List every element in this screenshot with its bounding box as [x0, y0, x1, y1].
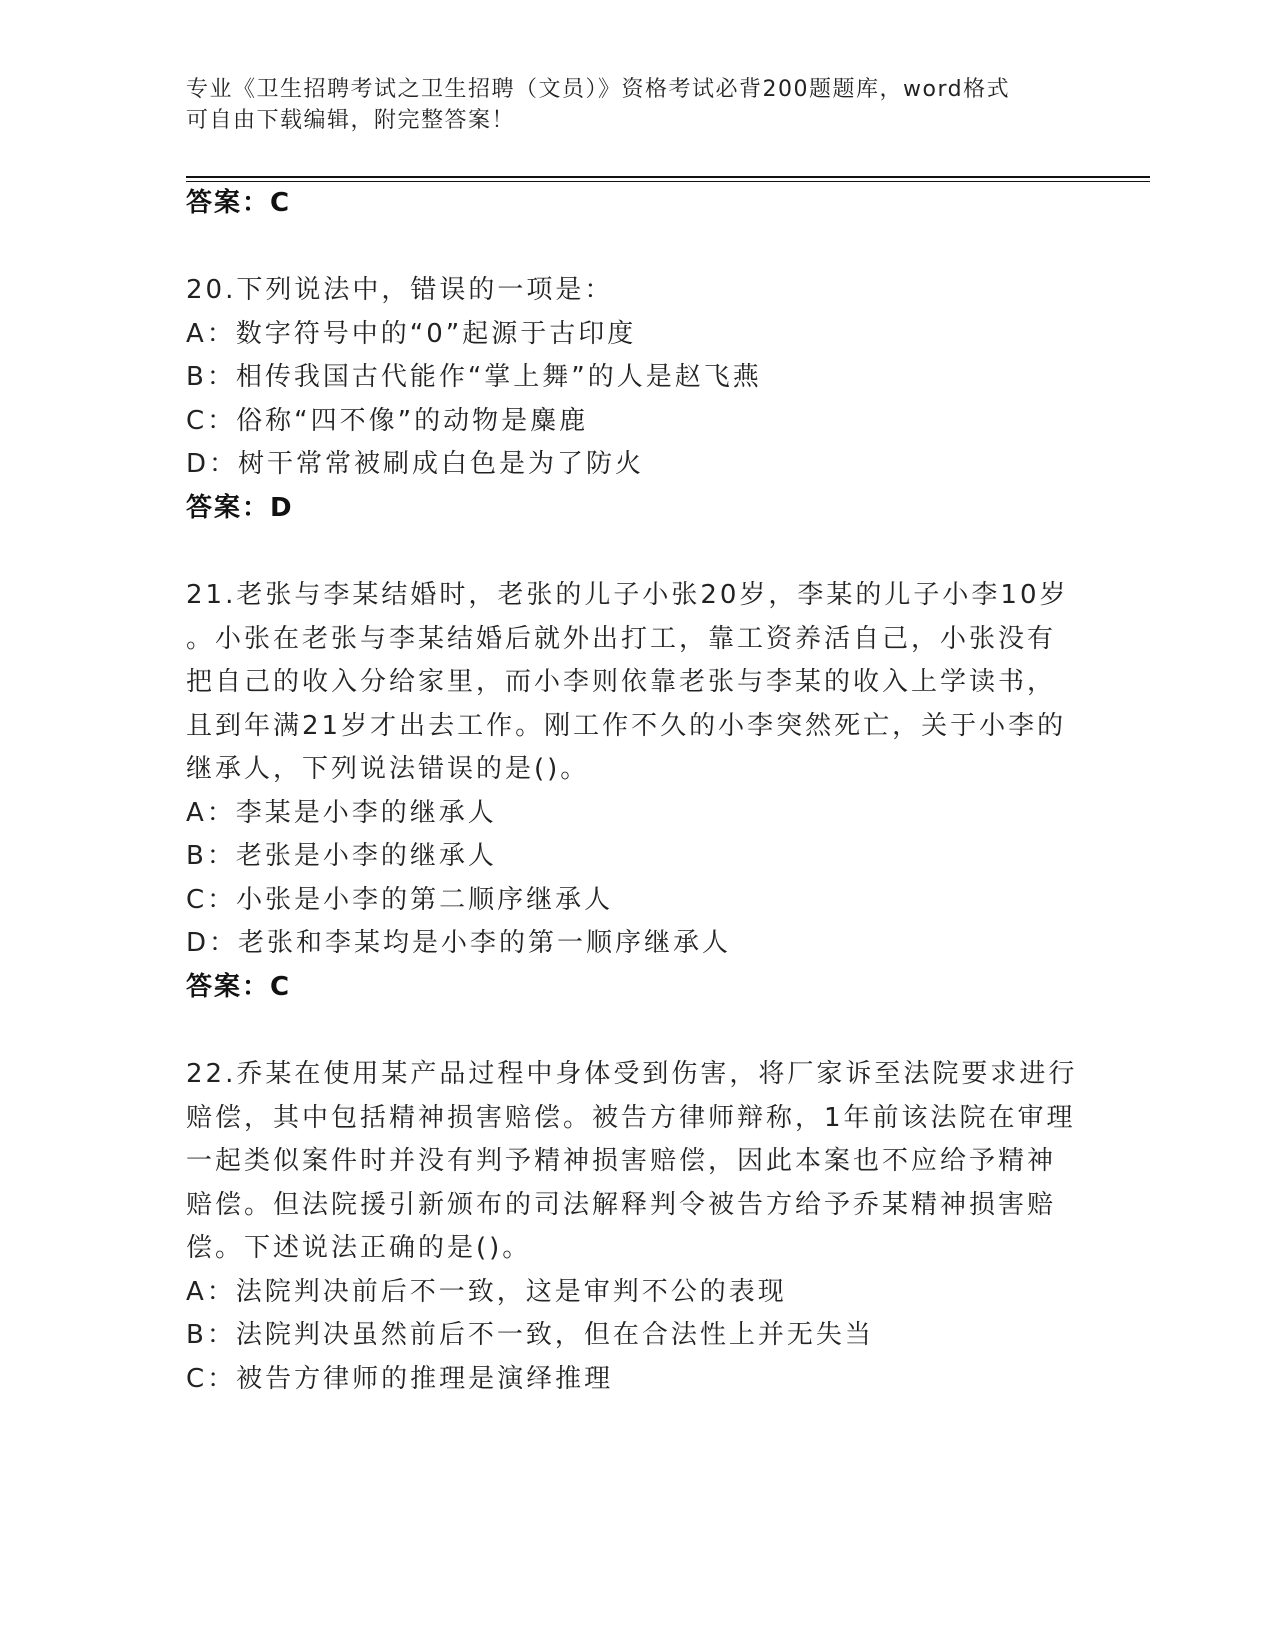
question-stem-line: 且到年满21岁才出去工作。刚工作不久的小李突然死亡，关于小李的 [186, 711, 1067, 741]
option-c: C：俗称“四不像”的动物是麋鹿 [186, 406, 589, 436]
question-stem-line: 赔偿。但法院援引新颁布的司法解释判令被告方给予乔某精神损害赔 [186, 1190, 1057, 1220]
question-stem-line: 22.乔某在使用某产品过程中身体受到伤害，将厂家诉至法院要求进行 [186, 1059, 1078, 1089]
answer: 答案：D [186, 493, 294, 523]
header-rule-thick [186, 176, 1150, 178]
question-stem-line: 。小张在老张与李某结婚后就外出打工，靠工资养活自己，小张没有 [186, 624, 1057, 654]
option-b: B：法院判决虽然前后不一致，但在合法性上并无失当 [186, 1320, 874, 1350]
question-stem-line: 把自己的收入分给家里，而小李则依靠老张与李某的收入上学读书， [186, 667, 1057, 697]
option-c: C：小张是小李的第二顺序继承人 [186, 885, 614, 915]
header-line-2: 可自由下载编辑，附完整答案！ [186, 108, 516, 133]
option-b: B：相传我国古代能作“掌上舞”的人是赵飞燕 [186, 362, 762, 392]
answer: 答案：C [186, 972, 292, 1002]
option-d: D：老张和李某均是小李的第一顺序继承人 [186, 928, 732, 958]
header-rule-thin [186, 181, 1150, 182]
answer-previous: 答案：C [186, 188, 292, 218]
header-line-1: 专业《卫生招聘考试之卫生招聘（文员）》资格考试必背200题题库，word格式 [186, 77, 1011, 102]
option-a: A：数字符号中的“0”起源于古印度 [186, 319, 637, 349]
question-stem-line: 偿。下述说法正确的是()。 [186, 1233, 532, 1263]
question-stem-line: 一起类似案件时并没有判予精神损害赔偿，因此本案也不应给予精神 [186, 1146, 1057, 1176]
option-a: A：法院判决前后不一致，这是审判不公的表现 [186, 1277, 787, 1307]
page-header [186, 74, 1066, 136]
option-d: D：树干常常被刷成白色是为了防火 [186, 449, 645, 479]
question-stem-line: 21.老张与李某结婚时，老张的儿子小张20岁，李某的儿子小李10岁 [186, 580, 1069, 610]
question-stem: 20.下列说法中，错误的一项是： [186, 275, 614, 305]
question-stem-line: 赔偿，其中包括精神损害赔偿。被告方律师辩称，1年前该法院在审理 [186, 1103, 1076, 1133]
option-b: B：老张是小李的继承人 [186, 841, 497, 871]
option-a: A：李某是小李的继承人 [186, 798, 497, 828]
question-stem-line: 继承人，下列说法错误的是()。 [186, 754, 590, 784]
option-c: C：被告方律师的推理是演绎推理 [186, 1364, 614, 1394]
